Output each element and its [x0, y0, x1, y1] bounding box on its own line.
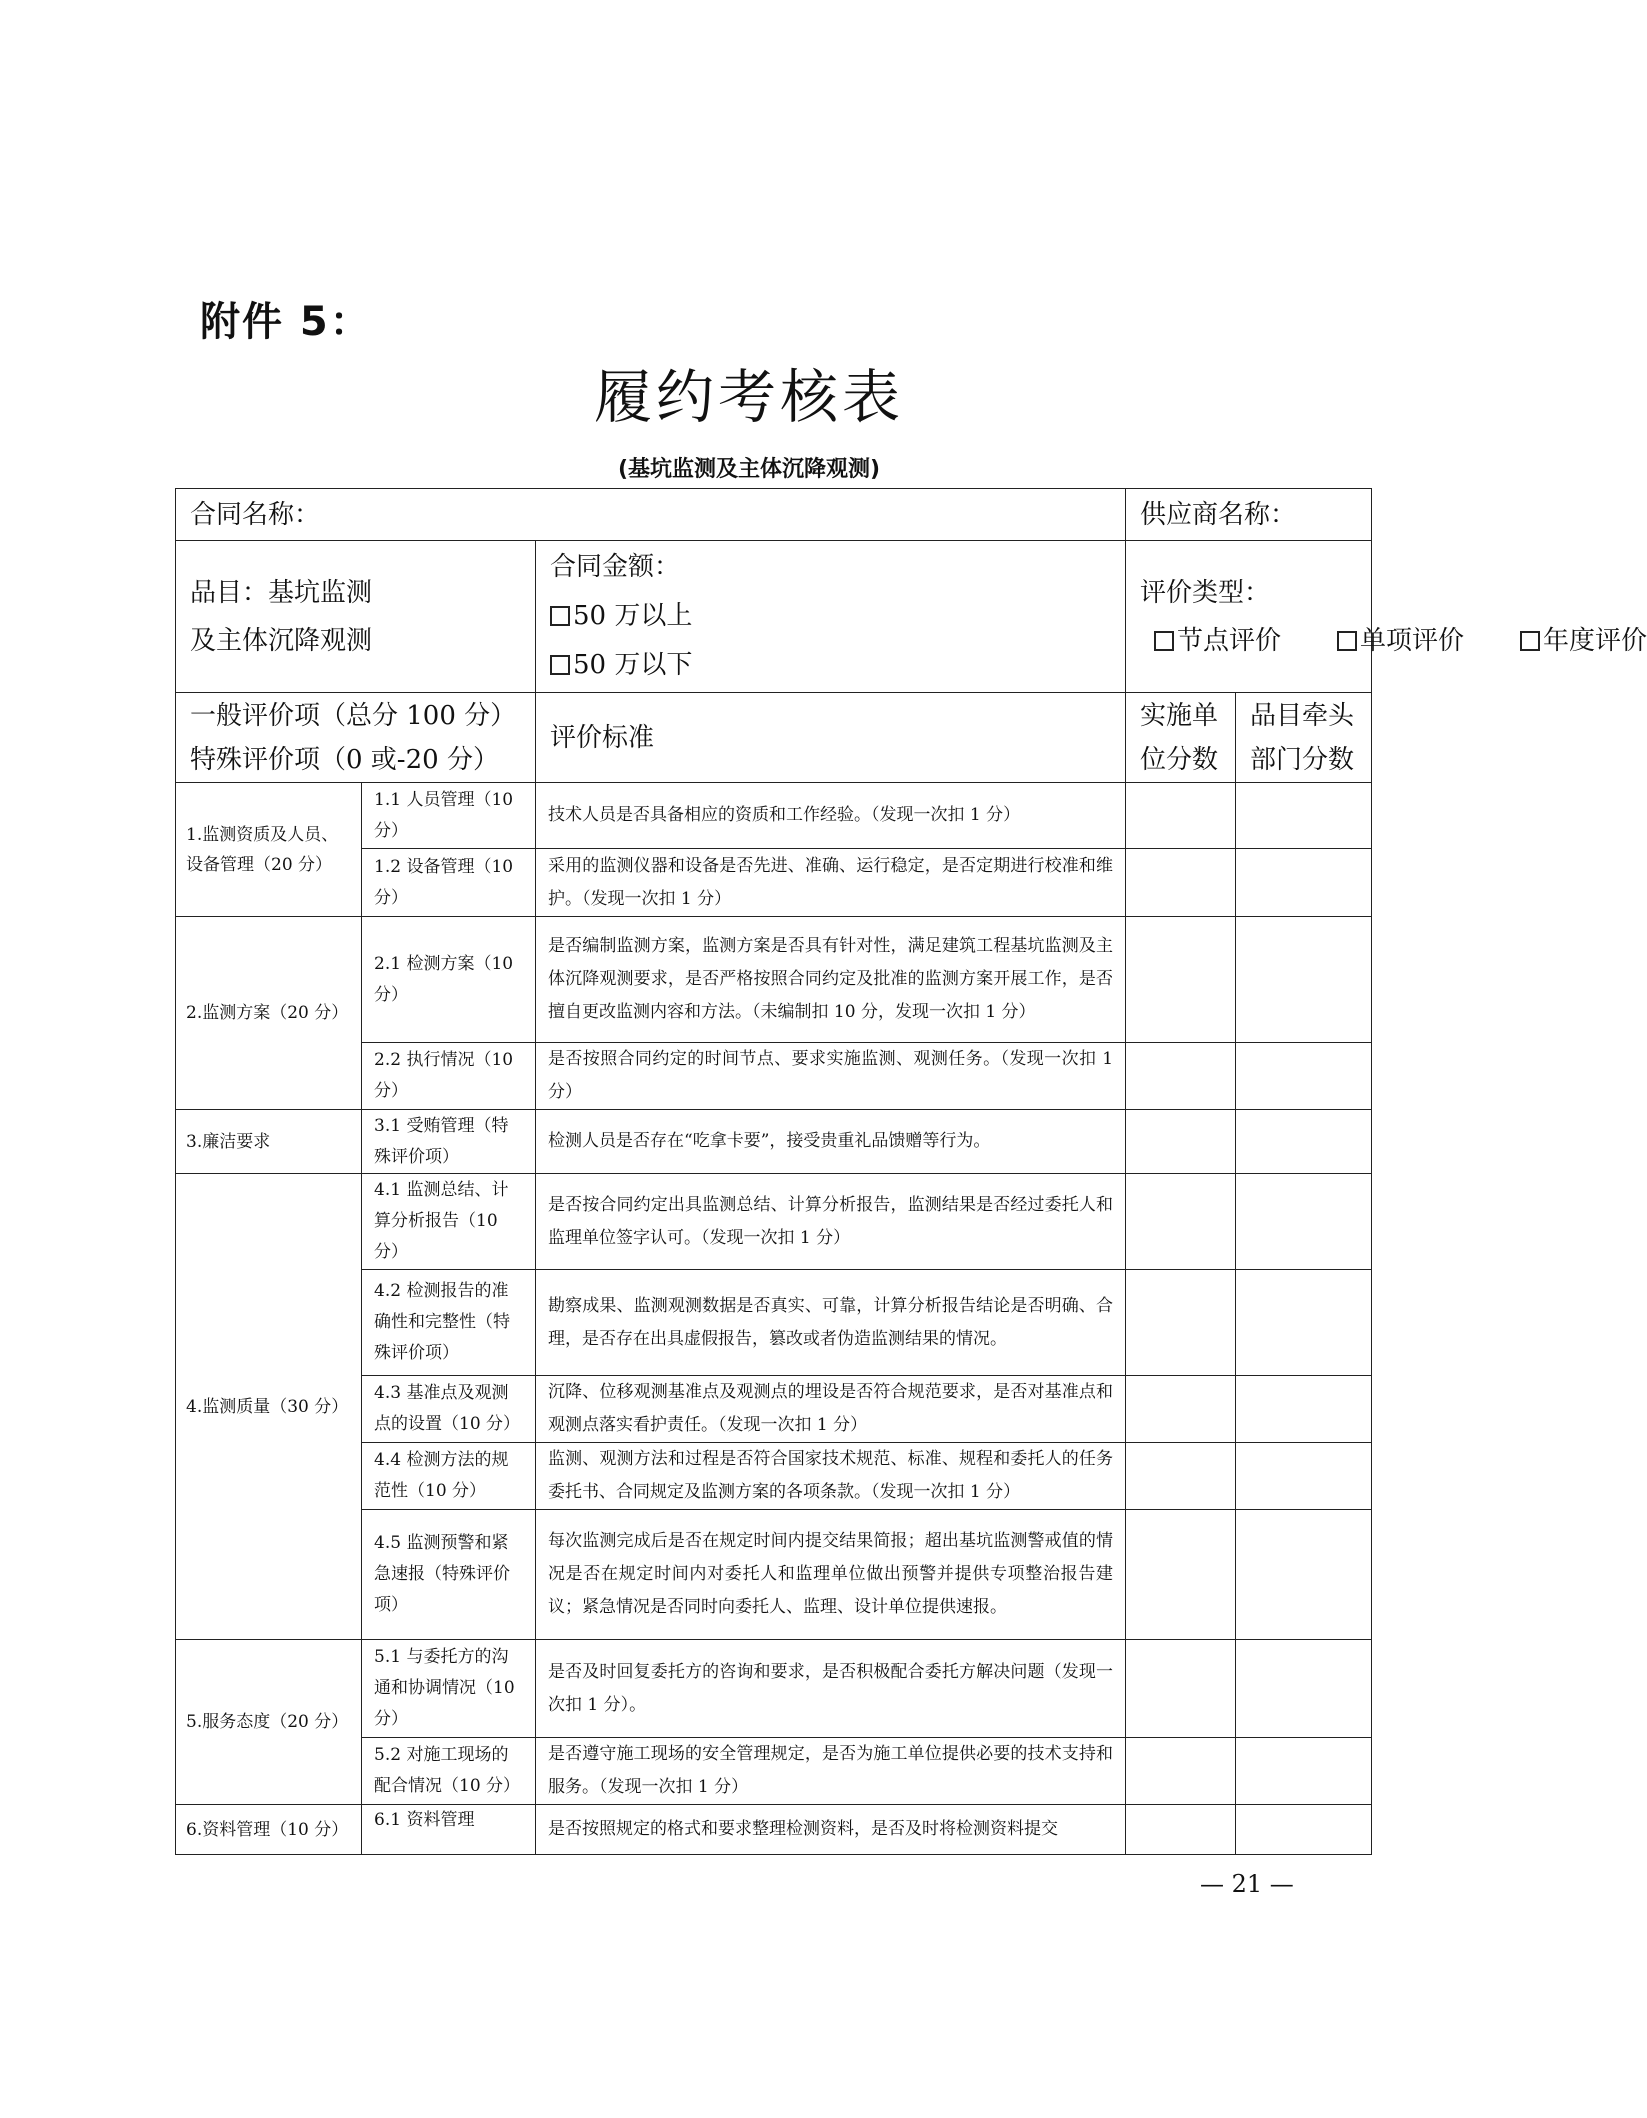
dept-score-cell[interactable]	[1236, 1270, 1372, 1376]
amount-option-below[interactable]: 50 万以下	[550, 641, 1111, 690]
header-dept-score: 品目牵头 部门分数	[1236, 693, 1372, 783]
criteria-text: 技术人员是否具备相应的资质和工作经验。（发现一次扣 1 分）	[536, 783, 1126, 849]
dept-score-cell[interactable]	[1236, 1043, 1372, 1110]
dept-score-cell[interactable]	[1236, 1738, 1372, 1805]
attachment-label: 附件 5：	[200, 299, 372, 345]
criteria-text: 采用的监测仪器和设备是否先进、准确、运行稳定，是否定期进行校准和维护。（发现一次扣 1 分）	[536, 849, 1126, 917]
supplier-name-label: 供应商名称：	[1140, 499, 1297, 530]
dept-score-cell[interactable]	[1236, 1376, 1372, 1443]
unit-score-cell[interactable]	[1126, 1110, 1236, 1174]
amount-cell	[536, 541, 1126, 693]
eval-option-node[interactable]: 节点评价	[1154, 626, 1281, 656]
unit-score-cell[interactable]	[1126, 849, 1236, 917]
eval-option-annual[interactable]: 年度评价	[1520, 626, 1647, 656]
sub-item: 4.3 基准点及观测点的设置（10 分）	[362, 1376, 536, 1443]
dept-score-cell[interactable]	[1236, 849, 1372, 917]
criteria-text: 监测、观测方法和过程是否符合国家技术规范、标准、规程和委托人的任务委托书、合同规定及监测方案的各项条款。（发现一次扣 1 分）	[536, 1443, 1126, 1510]
criteria-text: 是否按合同约定出具监测总结、计算分析报告，监测结果是否经过委托人和监理单位签字认可。（发现一次扣 1 分）	[536, 1174, 1126, 1270]
table-row	[176, 783, 1372, 849]
criteria-text: 是否及时回复委托方的咨询和要求，是否积极配合委托方解决问题（发现一次扣 1 分）。	[536, 1640, 1126, 1738]
item-line-1: 品目：基坑监测	[190, 577, 373, 608]
sub-item: 4.1 监测总结、计算分析报告（10 分）	[362, 1174, 536, 1270]
sub-item: 1.2 设备管理（10 分）	[362, 849, 536, 917]
item-line-2: 及主体沉降观测	[190, 625, 373, 656]
unit-score-cell[interactable]	[1126, 1376, 1236, 1443]
criteria-text: 每次监测完成后是否在规定时间内提交结果简报；超出基坑监测警戒值的情况是否在规定时间内对委托人和监理单位做出预警并提供专项整治报告建议；紧急情况是否同时向委托人、监理、设计单位提供速报。	[536, 1510, 1126, 1640]
unit-score-cell[interactable]	[1126, 783, 1236, 849]
unit-score-cell[interactable]	[1126, 1270, 1236, 1376]
category-label: 2.监测方案（20 分）	[176, 917, 362, 1110]
criteria-text: 是否按照规定的格式和要求整理检测资料，是否及时将检测资料提交	[536, 1805, 1126, 1855]
criteria-text: 沉降、位移观测基准点及观测点的埋设是否符合规范要求，是否对基准点和观测点落实看护责任。（发现一次扣 1 分）	[536, 1376, 1126, 1443]
dept-score-cell[interactable]	[1236, 1510, 1372, 1640]
category-label: 4.监测质量（30 分）	[176, 1174, 362, 1640]
page-subtitle: (基坑监测及主体沉降观测)	[617, 457, 881, 482]
dept-score-cell[interactable]	[1236, 1640, 1372, 1738]
sub-item: 3.1 受贿管理（特殊评价项）	[362, 1110, 536, 1174]
criteria-text: 是否按照合同约定的时间节点、要求实施监测、观测任务。（发现一次扣 1 分）	[536, 1043, 1126, 1110]
checkbox-icon[interactable]	[1520, 631, 1540, 651]
sub-item: 6.1 资料管理	[362, 1805, 536, 1855]
unit-score-cell[interactable]	[1126, 1738, 1236, 1805]
contract-name-cell[interactable]	[176, 489, 1126, 541]
sub-item: 4.4 检测方法的规范性（10 分）	[362, 1443, 536, 1510]
sub-item: 1.1 人员管理（10 分）	[362, 783, 536, 849]
dept-score-cell[interactable]	[1236, 783, 1372, 849]
amount-label: 合同金额：	[550, 552, 681, 582]
checkbox-icon[interactable]	[550, 606, 570, 626]
sub-item: 2.2 执行情况（10 分）	[362, 1043, 536, 1110]
eval-type-cell	[1126, 541, 1647, 693]
contract-row	[176, 489, 1372, 541]
criteria-text: 检测人员是否存在“吃拿卡要”，接受贵重礼品馈赠等行为。	[536, 1110, 1126, 1174]
dept-score-cell[interactable]	[1236, 917, 1372, 1043]
criteria-text: 是否编制监测方案，监测方案是否具有针对性，满足建筑工程基坑监测及主体沉降观测要求，是否严格按照合同约定及批准的监测方案开展工作，是否擅自更改监测内容和方法。（未编制扣 10 分，发现一次扣 1 分）	[536, 917, 1126, 1043]
assessment-table	[175, 488, 1647, 1855]
dept-score-cell[interactable]	[1236, 1174, 1372, 1270]
criteria-text: 是否遵守施工现场的安全管理规定，是否为施工单位提供必要的技术支持和服务。（发现一次扣 1 分）	[536, 1738, 1126, 1805]
table-row	[176, 1805, 1372, 1855]
page-title: 履约考核表	[593, 363, 904, 431]
sub-item: 5.1 与委托方的沟通和协调情况（10 分）	[362, 1640, 536, 1738]
table-row	[176, 1174, 1372, 1270]
eval-type-label: 评价类型：	[1140, 577, 1271, 608]
unit-score-cell[interactable]	[1126, 1443, 1236, 1510]
header-items: 一般评价项（总分 100 分） 特殊评价项（0 或-20 分）	[176, 693, 536, 783]
unit-score-cell[interactable]	[1126, 1640, 1236, 1738]
header-criteria: 评价标准	[536, 693, 1126, 783]
amount-option-above[interactable]: 50 万以上	[550, 592, 1111, 641]
table-row	[176, 917, 1372, 1043]
sub-item: 5.2 对施工现场的配合情况（10 分）	[362, 1738, 536, 1805]
checkbox-icon[interactable]	[1154, 631, 1174, 651]
unit-score-cell[interactable]	[1126, 1510, 1236, 1640]
unit-score-cell[interactable]	[1126, 917, 1236, 1043]
category-label: 1.监测资质及人员、设备管理（20 分）	[176, 783, 362, 917]
dept-score-cell[interactable]	[1236, 1443, 1372, 1510]
contract-name-label: 合同名称：	[190, 499, 321, 530]
item-cell	[176, 541, 536, 693]
sub-item: 2.1 检测方案（10 分）	[362, 917, 536, 1043]
unit-score-cell[interactable]	[1126, 1043, 1236, 1110]
column-header-row	[176, 693, 1372, 783]
checkbox-icon[interactable]	[1337, 631, 1357, 651]
dept-score-cell[interactable]	[1236, 1805, 1372, 1855]
checkbox-icon[interactable]	[550, 655, 570, 675]
sub-item: 4.2 检测报告的准确性和完整性（特殊评价项）	[362, 1270, 536, 1376]
eval-option-single[interactable]: 单项评价	[1337, 626, 1464, 656]
sub-item: 4.5 监测预警和紧急速报（特殊评价项）	[362, 1510, 536, 1640]
dept-score-cell[interactable]	[1236, 1110, 1372, 1174]
header-unit-score: 实施单 位分数	[1126, 693, 1236, 783]
category-label: 3.廉洁要求	[176, 1110, 362, 1174]
table-row	[176, 1640, 1372, 1738]
page-number: — 21 —	[1200, 1870, 1294, 1898]
item-row	[176, 541, 1372, 693]
category-label: 5.服务态度（20 分）	[176, 1640, 362, 1805]
category-label: 6.资料管理（10 分）	[176, 1805, 362, 1855]
supplier-name-cell[interactable]	[1126, 489, 1372, 541]
unit-score-cell[interactable]	[1126, 1805, 1236, 1855]
table-row	[176, 1110, 1372, 1174]
unit-score-cell[interactable]	[1126, 1174, 1236, 1270]
criteria-text: 勘察成果、监测观测数据是否真实、可靠，计算分析报告结论是否明确、合理，是否存在出具虚假报告，篡改或者伪造监测结果的情况。	[536, 1270, 1126, 1376]
